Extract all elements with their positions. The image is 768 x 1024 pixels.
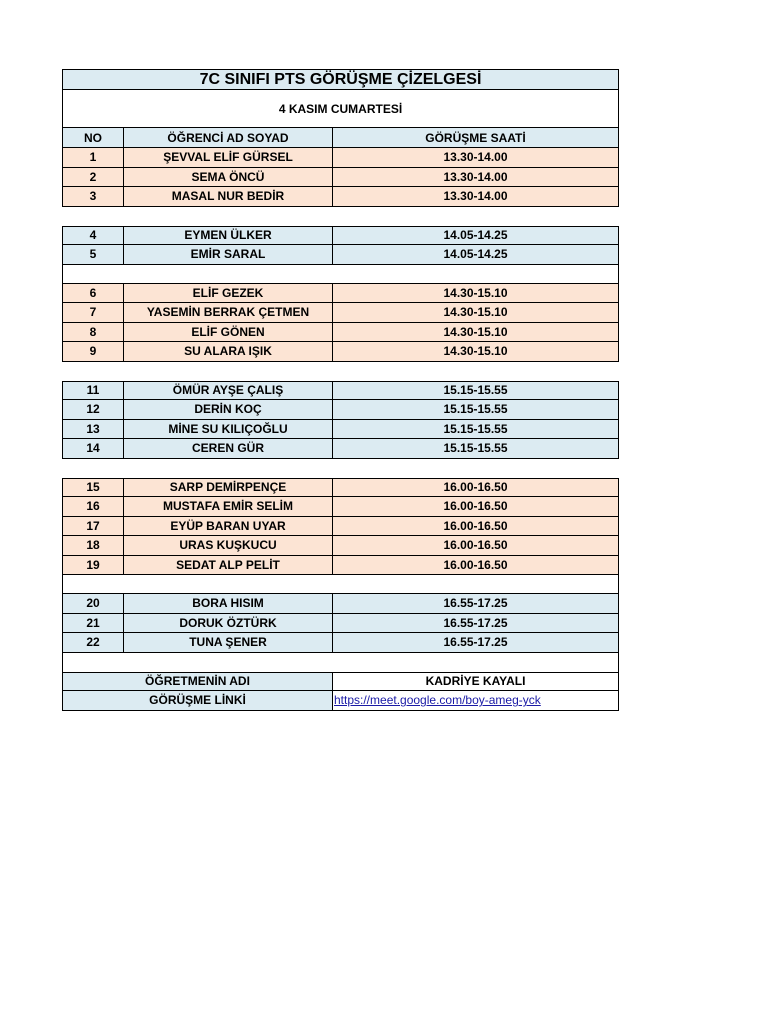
student-no: 21 xyxy=(62,614,124,634)
table-row xyxy=(62,633,619,653)
footer-spacer xyxy=(62,653,619,672)
table-row xyxy=(62,342,619,362)
student-no: 16 xyxy=(62,497,124,517)
table-row xyxy=(62,323,619,343)
student-no: 11 xyxy=(62,381,124,401)
date-label: 4 KASIM CUMARTESİ xyxy=(62,90,619,128)
student-no: 18 xyxy=(62,536,124,556)
student-no: 12 xyxy=(62,400,124,420)
table-row xyxy=(62,168,619,188)
meeting-time: 16.00-16.50 xyxy=(333,536,619,556)
header-no: NO xyxy=(62,128,124,148)
table-row xyxy=(62,556,619,576)
meeting-time: 16.00-16.50 xyxy=(333,517,619,537)
table-row xyxy=(62,226,619,246)
schedule-sheet xyxy=(62,69,619,711)
group-spacer xyxy=(62,575,619,594)
meeting-time: 14.30-15.10 xyxy=(333,303,619,323)
link-label: GÖRÜŞME LİNKİ xyxy=(62,691,333,711)
meeting-time: 14.30-15.10 xyxy=(333,284,619,304)
meeting-time: 15.15-15.55 xyxy=(333,420,619,440)
student-name: MUSTAFA EMİR SELİM xyxy=(124,497,333,517)
student-no: 13 xyxy=(62,420,124,440)
table-row xyxy=(62,594,619,614)
teacher-name: KADRİYE KAYALI xyxy=(333,672,619,692)
student-name: TUNA ŞENER xyxy=(124,633,333,653)
table-row xyxy=(62,439,619,459)
student-no: 9 xyxy=(62,342,124,362)
teacher-label: ÖĞRETMENİN ADI xyxy=(62,672,333,692)
table-row xyxy=(62,148,619,168)
student-no: 2 xyxy=(62,168,124,188)
date-row xyxy=(62,90,619,128)
link-row xyxy=(62,691,619,711)
student-name: EYÜP BARAN UYAR xyxy=(124,517,333,537)
student-no: 4 xyxy=(62,226,124,246)
meeting-time: 14.05-14.25 xyxy=(333,226,619,246)
header-row xyxy=(62,128,619,148)
student-no: 14 xyxy=(62,439,124,459)
student-no: 6 xyxy=(62,284,124,304)
table-row xyxy=(62,400,619,420)
student-no: 1 xyxy=(62,148,124,168)
teacher-row xyxy=(62,672,619,692)
student-name: SU ALARA IŞIK xyxy=(124,342,333,362)
meeting-time: 16.00-16.50 xyxy=(333,478,619,498)
meeting-time: 13.30-14.00 xyxy=(333,168,619,188)
meeting-time: 13.30-14.00 xyxy=(333,187,619,207)
meeting-time: 15.15-15.55 xyxy=(333,381,619,401)
student-name: SARP DEMİRPENÇE xyxy=(124,478,333,498)
student-name: YASEMİN BERRAK ÇETMEN xyxy=(124,303,333,323)
student-no: 8 xyxy=(62,323,124,343)
meeting-time: 16.55-17.25 xyxy=(333,594,619,614)
student-groups xyxy=(62,148,619,672)
student-no: 19 xyxy=(62,556,124,576)
header-name: ÖĞRENCİ AD SOYAD xyxy=(124,128,333,148)
group-spacer xyxy=(62,265,619,284)
student-name: EMİR SARAL xyxy=(124,245,333,265)
group-spacer xyxy=(62,459,619,478)
table-row xyxy=(62,303,619,323)
student-name: ÖMÜR AYŞE ÇALIŞ xyxy=(124,381,333,401)
group-spacer xyxy=(62,362,619,381)
table-row xyxy=(62,420,619,440)
table-row xyxy=(62,381,619,401)
meeting-time: 15.15-15.55 xyxy=(333,400,619,420)
meeting-time: 16.00-16.50 xyxy=(333,556,619,576)
student-no: 20 xyxy=(62,594,124,614)
student-name: ELİF GÖNEN xyxy=(124,323,333,343)
meeting-time: 14.05-14.25 xyxy=(333,245,619,265)
student-name: SEDAT ALP PELİT xyxy=(124,556,333,576)
student-name: MASAL NUR BEDİR xyxy=(124,187,333,207)
meeting-time: 16.55-17.25 xyxy=(333,633,619,653)
table-row xyxy=(62,284,619,304)
student-no: 15 xyxy=(62,478,124,498)
meeting-time: 15.15-15.55 xyxy=(333,439,619,459)
meeting-time: 13.30-14.00 xyxy=(333,148,619,168)
student-no: 5 xyxy=(62,245,124,265)
meeting-link[interactable]: https://meet.google.com/boy-ameg-yck xyxy=(333,691,619,711)
student-no: 22 xyxy=(62,633,124,653)
student-no: 3 xyxy=(62,187,124,207)
student-no: 17 xyxy=(62,517,124,537)
meeting-time: 16.55-17.25 xyxy=(333,614,619,634)
student-no: 7 xyxy=(62,303,124,323)
table-row xyxy=(62,614,619,634)
student-name: URAS KUŞKUCU xyxy=(124,536,333,556)
meeting-time: 16.00-16.50 xyxy=(333,497,619,517)
student-name: DORUK ÖZTÜRK xyxy=(124,614,333,634)
table-row xyxy=(62,517,619,537)
header-time: GÖRÜŞME SAATİ xyxy=(333,128,619,148)
student-name: EYMEN ÜLKER xyxy=(124,226,333,246)
student-name: SEMA ÖNCÜ xyxy=(124,168,333,188)
student-name: DERİN KOÇ xyxy=(124,400,333,420)
table-row xyxy=(62,497,619,517)
meeting-time: 14.30-15.10 xyxy=(333,323,619,343)
title-row xyxy=(62,69,619,90)
student-name: CEREN GÜR xyxy=(124,439,333,459)
student-name: BORA HISIM xyxy=(124,594,333,614)
table-row xyxy=(62,536,619,556)
meeting-time: 14.30-15.10 xyxy=(333,342,619,362)
student-name: ŞEVVAL ELİF GÜRSEL xyxy=(124,148,333,168)
table-row xyxy=(62,245,619,265)
table-row xyxy=(62,187,619,207)
student-name: MİNE SU KILIÇOĞLU xyxy=(124,420,333,440)
student-name: ELİF GEZEK xyxy=(124,284,333,304)
sheet-title: 7C SINIFI PTS GÖRÜŞME ÇİZELGESİ xyxy=(62,69,619,90)
group-spacer xyxy=(62,207,619,226)
table-row xyxy=(62,478,619,498)
